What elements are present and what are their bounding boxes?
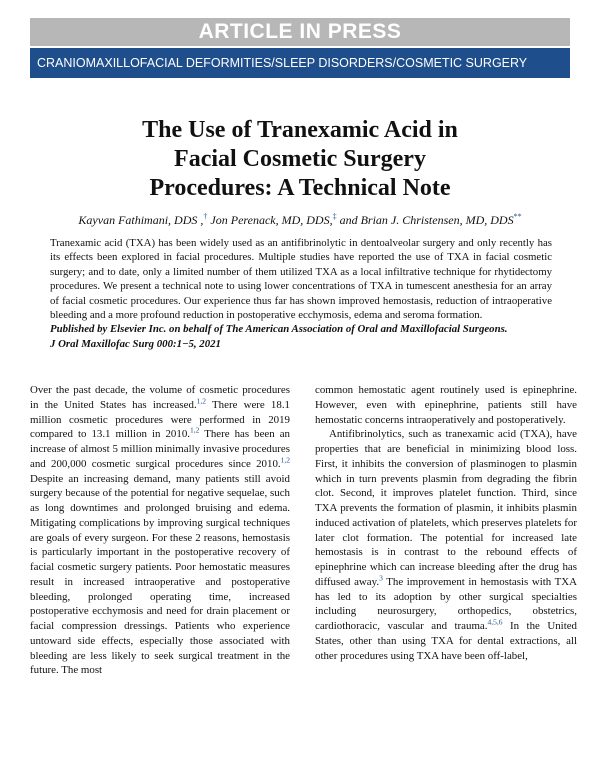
- body-text: There has been an increase of almost 5 million minimally invasive procedures and 200,000 cosmetic surgical procedures since 2010.: [30, 428, 290, 470]
- body-text: The improvement in hemostasis with TXA has led to its adoption by other surgical specialties including neurosurgery, orthopedics, obstetrics, cardiothoracic, vascular and trauma.: [315, 575, 577, 632]
- abstract-body: Tranexamic acid (TXA) has been widely used as an antifibrinolytic in dentoalveolar surgery and only recently has its effects been explored in facial procedures. Multiple studies have reported the use of TXA in facial cosmetic surgery; and to date, only a limited number of them utilized TXA as a local infiltrative technique for rhytidectomy procedures. We present a technical note to using lower concentrations of TXA in tumescent anesthesia for an array of facial cosmetic procedures. Our experience thus far has shown improved hemostasis, reduction of intraoperative bleeding and a more profound reduction in postoperative ecchymosis, edema and seroma formation.: [50, 237, 552, 322]
- journal-citation: J Oral Maxillofac Surg 000:1−5, 2021: [50, 337, 221, 350]
- affiliation-link[interactable]: **: [513, 212, 522, 221]
- abstract: [50, 236, 552, 351]
- section-header: CRANIOMAXILLOFACIAL DEFORMITIES/SLEEP DISORDERS/COSMETIC SURGERY: [30, 48, 570, 78]
- reference-link[interactable]: 1,2: [280, 455, 290, 465]
- reference-link[interactable]: 1,2: [190, 425, 200, 435]
- author-name: Jon Perenack, MD, DDS,: [207, 213, 333, 227]
- title-line: Procedures: A Technical Note: [149, 175, 451, 201]
- body-column-right: [315, 383, 577, 663]
- reference-link[interactable]: 4,5,6: [487, 617, 503, 627]
- article-in-press-banner: ARTICLE IN PRESS: [30, 18, 570, 46]
- body-text: Over the past decade, the volume of cosmetic procedures in the United States has increased.: [30, 384, 290, 411]
- affiliation-link[interactable]: †: [203, 212, 208, 221]
- body-text: Antifibrinolytics, such as tranexamic acid (TXA), have properties that are beneficial in minimizing blood loss. First, it inhibits the conversion of plasminogen to plasmin which in turn prevents plasmin from degrading the fibrin clot. Second, it improves platelet function. Third, since TXA prevents the formation of plasmin, it inhibits plasmin induced activation of platelets, which preserves platelets for later clot formation. The potential for increased late hemostasis is in contrast to the rebound effects of epinephrine which can increase bleeding after the drug has diffused away.: [315, 428, 577, 588]
- body-column-left: [30, 383, 290, 678]
- reference-link[interactable]: 3: [379, 573, 383, 583]
- body-text: Despite an increasing demand, many patients still avoid surgery because of the potential for negative sequelae, such as long downtimes and prolonged bruising and edema. Mitigating complications by improving surgical techniques are goals of every surgeon. For these 2 reasons, hemostasis is particularly important in the postoperative recovery of facial cosmetic surgery patients. Poor hemostatic measures result in increased intraoperative and postoperative bleeding, prolonged operating time, increased postoperative ecchymosis and need for drain placement or facial compression dressings. Patients who experience untoward side effects, especially those associated with bleeding are less likely to seek surgical treatment in the future. The most: [30, 472, 290, 677]
- article-title: [60, 116, 540, 203]
- title-line: Facial Cosmetic Surgery: [174, 146, 426, 172]
- author-name: and Brian J. Christensen, MD, DDS: [336, 213, 514, 227]
- paragraph: [315, 427, 577, 663]
- publisher-note: Published by Elsevier Inc. on behalf of The American Association of Oral and Maxillofacial Surgeons.: [50, 323, 508, 336]
- title-line: The Use of Tranexamic Acid in: [142, 117, 458, 143]
- body-text: In the United States, other than using TXA for dental extractions, all other procedures using TXA have been off-label,: [315, 620, 578, 662]
- author-name: Kayvan Fathimani, DDS ,: [78, 213, 204, 227]
- body-text: There were 18.1 million cosmetic procedures were performed in 2019 compared to 13.1 million in 2010.: [30, 398, 290, 441]
- author-list: [30, 210, 570, 227]
- reference-link[interactable]: 1,2: [196, 396, 207, 406]
- paragraph: common hemostatic agent routinely used is epinephrine. However, even with epinephrine, patients still have hemostatic concerns intraoperatively and postoperatively.: [315, 384, 577, 426]
- affiliation-link[interactable]: ‡: [332, 212, 337, 221]
- paragraph: [30, 383, 290, 678]
